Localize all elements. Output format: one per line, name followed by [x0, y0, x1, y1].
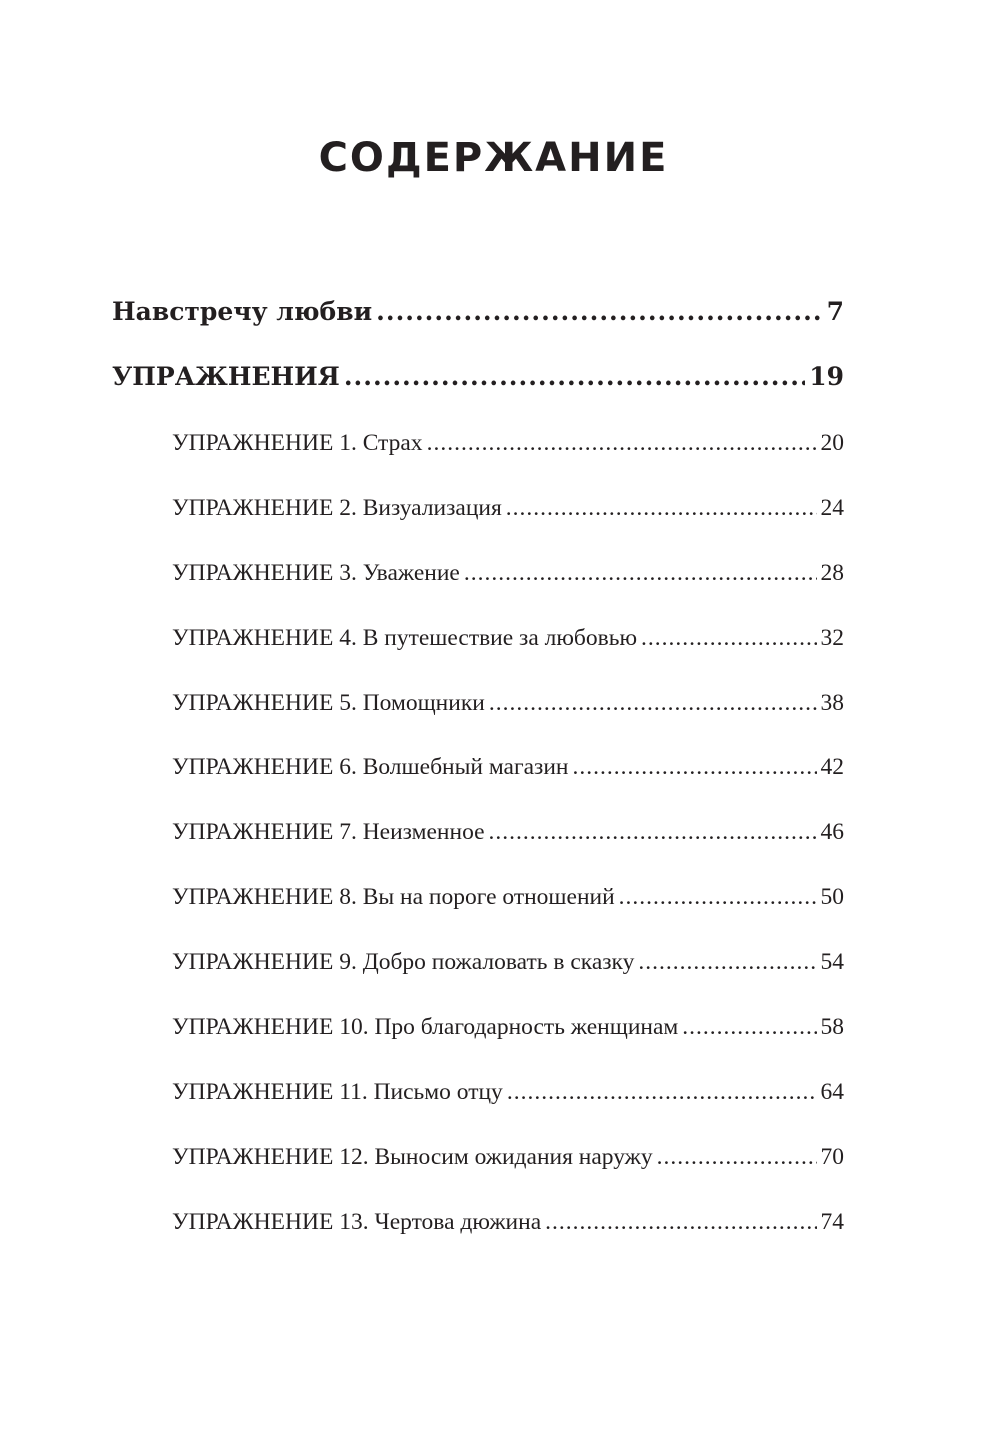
toc-entry-page: 42	[820, 754, 844, 780]
toc-entry-label: УПРАЖНЕНИЕ 11. Письмо отцу	[172, 1079, 503, 1105]
toc-entry-label: УПРАЖНЕНИЕ 5. Помощники	[172, 690, 485, 716]
toc-entry-page: 74	[820, 1209, 844, 1235]
dot-leader	[545, 1202, 816, 1242]
toc-entry-label: УПРАЖНЕНИЕ 7. Неизменное	[172, 819, 485, 845]
dot-leader	[344, 357, 805, 397]
dot-leader	[657, 1137, 817, 1177]
dot-leader	[427, 423, 817, 463]
page-title: СОДЕРЖАНИЕ	[318, 135, 669, 181]
toc-entry-page: 24	[820, 495, 844, 521]
toc-entry-label: УПРАЖНЕНИЕ 12. Выносим ожидания наружу	[172, 1144, 653, 1170]
toc-entry-exercise-6[interactable]	[172, 747, 844, 787]
toc-entry-exercise-11[interactable]	[172, 1072, 844, 1112]
toc-entry-label: УПРАЖНЕНИЕ 13. Чертова дюжина	[172, 1209, 542, 1235]
toc-entry-label: УПРАЖНЕНИЕ 8. Вы на пороге отношений	[172, 884, 615, 910]
dot-leader	[376, 292, 822, 332]
dot-leader	[572, 747, 816, 787]
toc-entry-exercise-2[interactable]	[172, 488, 844, 528]
toc-entry-page: 28	[820, 560, 844, 586]
dot-leader	[506, 488, 817, 528]
toc-entry-exercise-8[interactable]	[172, 877, 844, 917]
toc-entry-label: УПРАЖНЕНИЯ	[112, 362, 340, 391]
toc-entry-page: 19	[809, 362, 844, 391]
toc-entry-page: 38	[820, 690, 844, 716]
toc-entry-page: 70	[820, 1144, 844, 1170]
toc-entry-label: УПРАЖНЕНИЕ 6. Волшебный магазин	[172, 754, 569, 780]
toc-entry-label: Навстречу любви	[112, 297, 373, 326]
toc-entry-page: 54	[820, 949, 844, 975]
toc-entry-label: УПРАЖНЕНИЕ 10. Про благодарность женщинам	[172, 1014, 679, 1040]
toc-entry-exercises[interactable]	[112, 357, 844, 397]
toc-entry-exercise-12[interactable]	[172, 1137, 844, 1177]
toc-entry-exercise-3[interactable]	[172, 553, 844, 593]
toc-entry-page: 46	[820, 819, 844, 845]
toc-entry-intro[interactable]	[112, 292, 844, 332]
toc-entry-page: 50	[820, 884, 844, 910]
toc-entry-exercise-4[interactable]	[172, 618, 844, 658]
dot-leader	[489, 812, 817, 852]
toc-entry-label: УПРАЖНЕНИЕ 4. В путешествие за любовью	[172, 625, 638, 651]
toc-entry-label: УПРАЖНЕНИЕ 3. Уважение	[172, 560, 460, 586]
dot-leader	[638, 942, 816, 982]
toc-entry-exercise-13[interactable]	[172, 1202, 844, 1242]
dot-leader	[507, 1072, 817, 1112]
toc-entry-exercise-9[interactable]	[172, 942, 844, 982]
toc-entry-page: 20	[820, 430, 844, 456]
toc-entry-page: 7	[826, 297, 844, 326]
toc-entry-exercise-5[interactable]	[172, 683, 844, 723]
dot-leader	[489, 683, 817, 723]
toc-entry-page: 64	[820, 1079, 844, 1105]
dot-leader	[641, 618, 816, 658]
toc-entry-label: УПРАЖНЕНИЕ 9. Добро пожаловать в сказку	[172, 949, 635, 975]
dot-leader	[619, 877, 817, 917]
toc-entry-exercise-7[interactable]	[172, 812, 844, 852]
dot-leader	[464, 553, 817, 593]
toc-entry-exercise-1[interactable]	[172, 423, 844, 463]
toc-entry-label: УПРАЖНЕНИЕ 2. Визуализация	[172, 495, 502, 521]
toc-entry-page: 32	[820, 625, 844, 651]
toc-entry-exercise-10[interactable]	[172, 1007, 844, 1047]
toc-entry-label: УПРАЖНЕНИЕ 1. Страх	[172, 430, 423, 456]
dot-leader	[682, 1007, 816, 1047]
toc-entry-page: 58	[820, 1014, 844, 1040]
